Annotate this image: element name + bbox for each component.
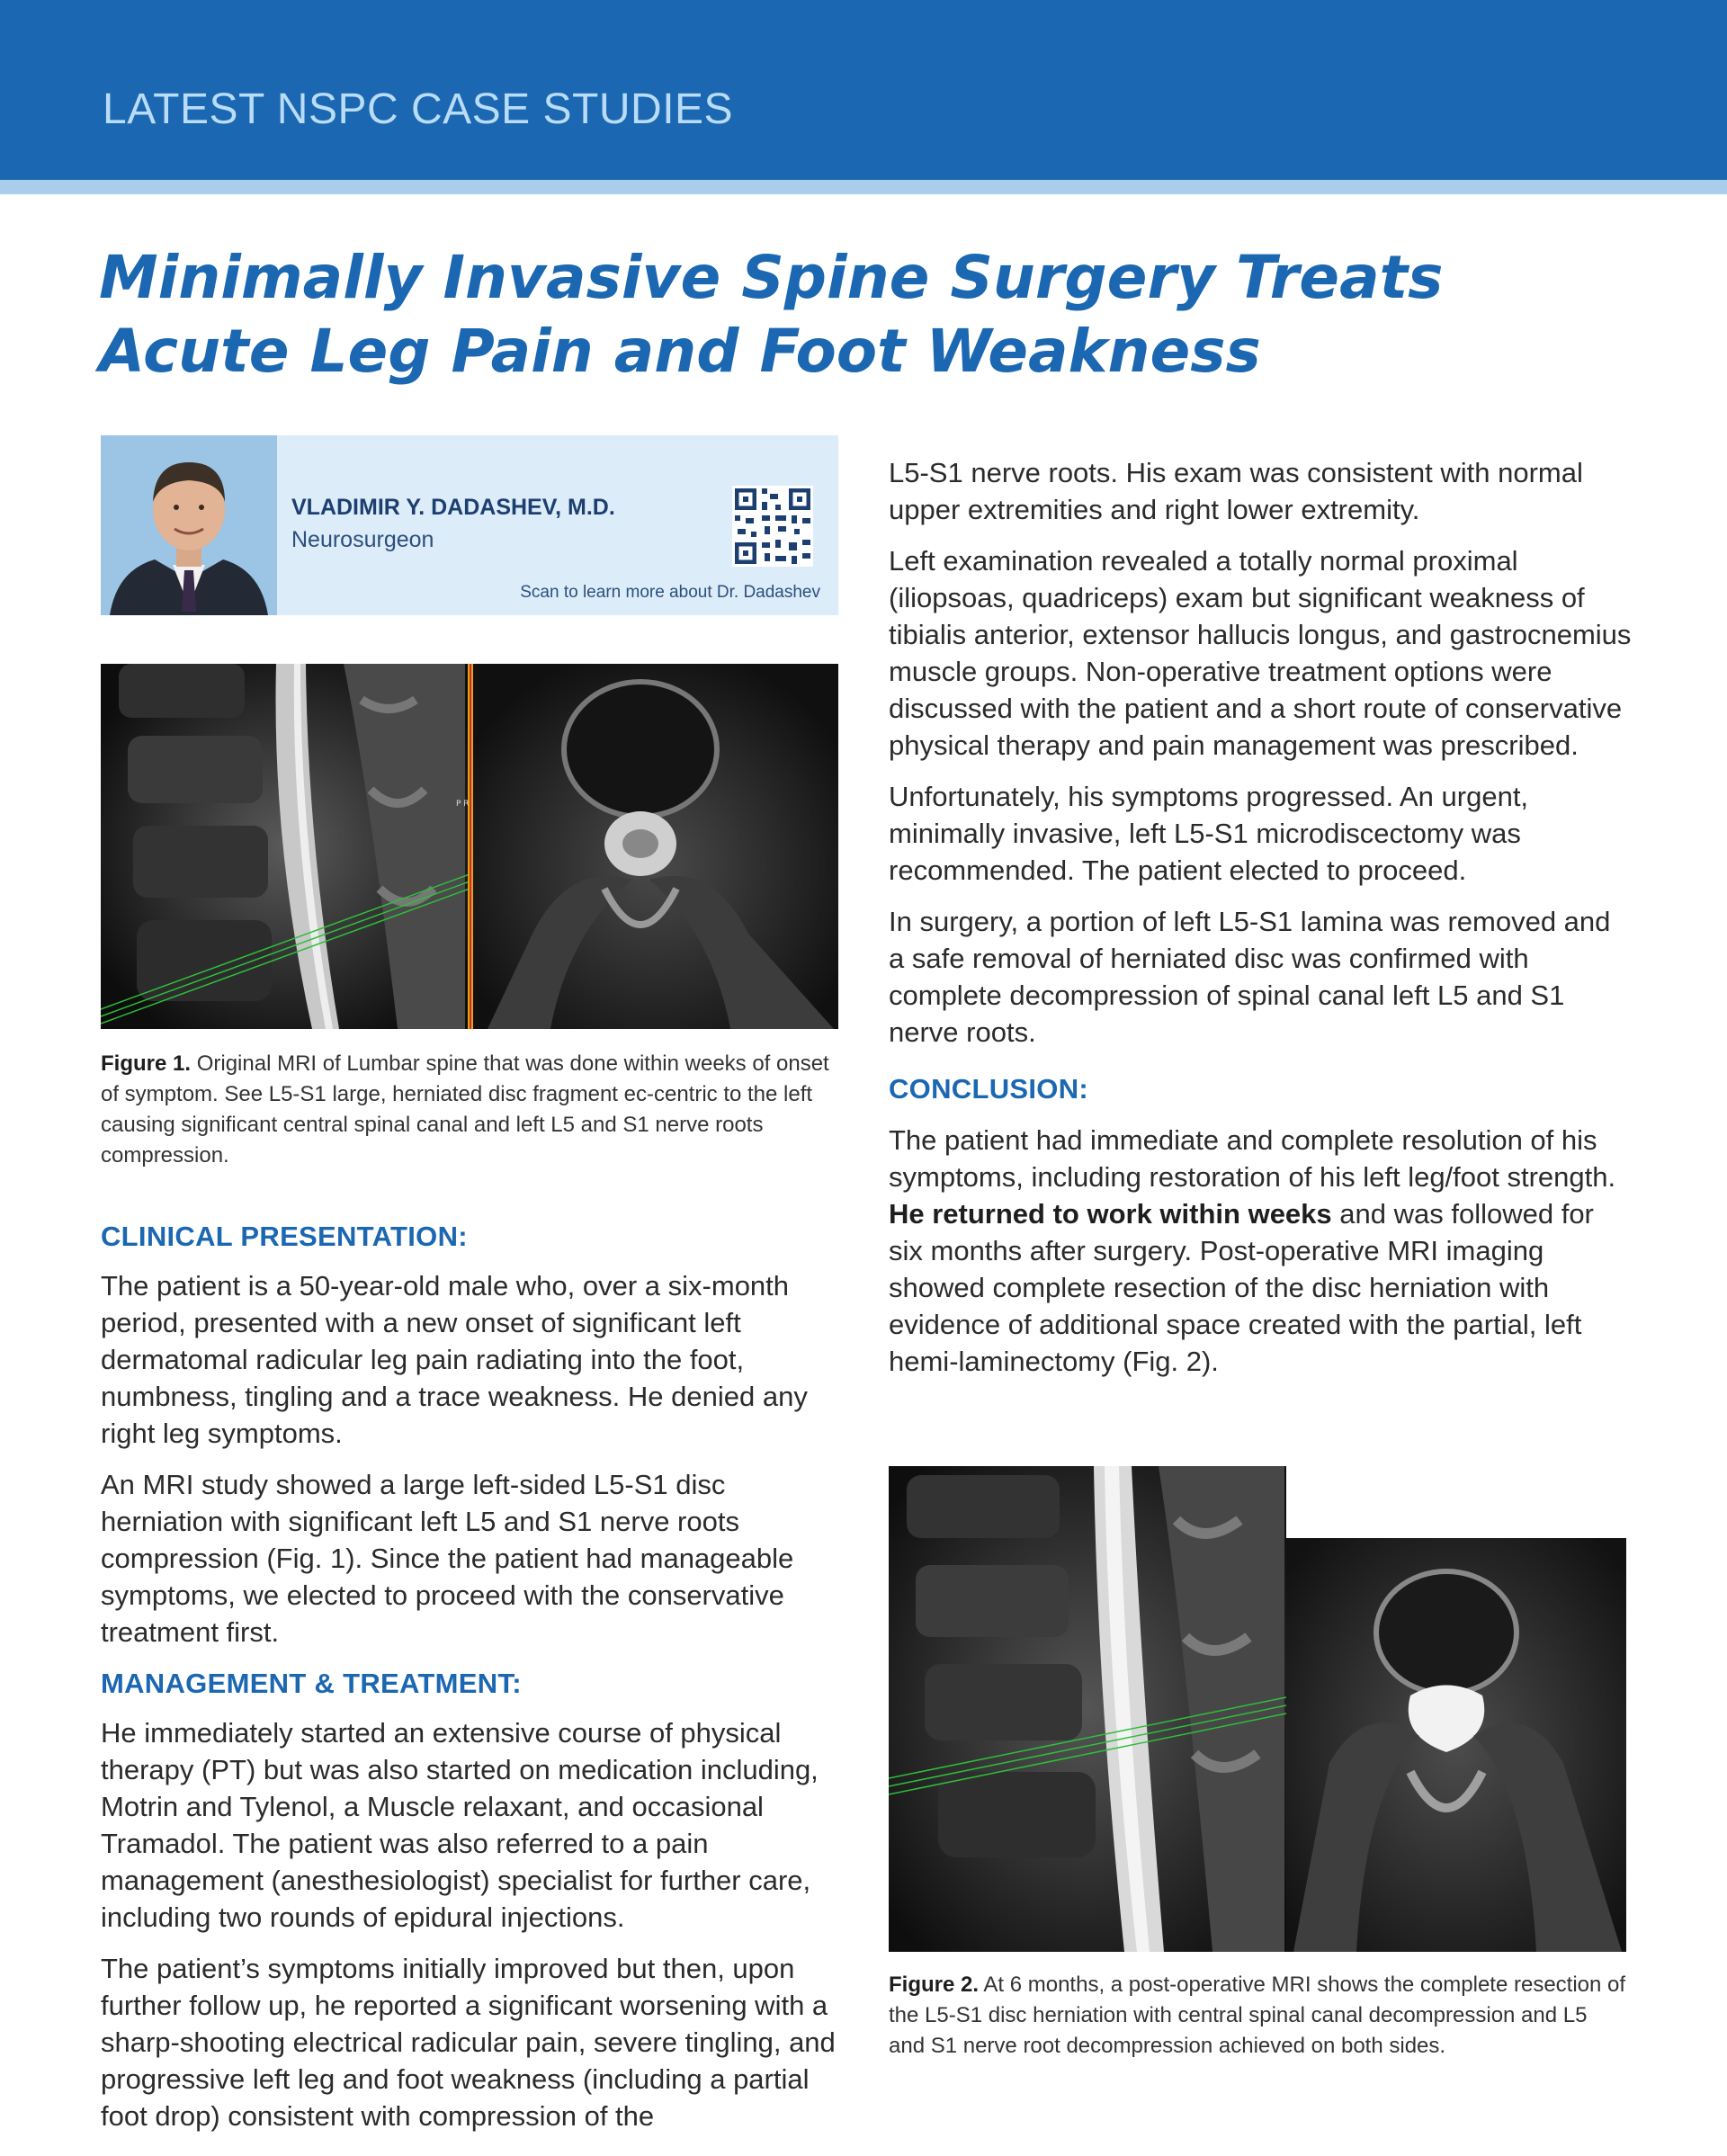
figure-2-label: Figure 2.	[889, 1973, 980, 1997]
right-paragraph-2: Left examination revealed a totally normal proximal (iliopsoas, quadriceps) exam but significant weakness of tibialis anterior, extensor hallucis longus, and gastrocnemius muscle groups. Non-operative treatment options were discussed with the patient and a short route of conservative physical therapy and pain management was prescribed.	[889, 545, 1632, 761]
management-paragraph-2: The patient’s symptoms initially improved but then, upon further follow up, he reported a significant worsening with a sharp-shooting electrical radicular pain, severe tingling, and progressive left leg and foot weakness (including a partial foot drop) consistent with compression of the	[101, 1953, 836, 2132]
right-column	[889, 454, 1633, 1394]
figure-2-text: At 6 months, a post-operative MRI shows the complete resection of the L5-S1 disc herniation with central spinal canal decompression and L5 and S1 nerve root decompression achieved on both sides.	[889, 1973, 1626, 2058]
figure-2-caption	[889, 1970, 1626, 2062]
conclusion-heading: CONCLUSION:	[889, 1073, 1089, 1105]
conclusion-text-b: and was followed for six months after surgery. Post-operative MRI imaging showed complete resection of the disc herniation with evidence of additional space created with the partial, left hemi-laminectomy (Fig. 2).	[889, 1198, 1594, 1377]
header-accent-stripe	[0, 180, 1727, 194]
article-title	[99, 241, 1673, 389]
conclusion-highlight: He returned to work within weeks	[889, 1198, 1332, 1230]
right-paragraph-1: L5-S1 nerve roots. His exam was consistent with normal upper extremities and right lower extremity.	[889, 457, 1583, 525]
right-paragraph-4: In surgery, a portion of left L5-S1 lamina was removed and a safe removal of herniated disc was confirmed with complete decompression of spinal canal left L5 and S1 nerve roots.	[889, 906, 1611, 1048]
title-line-1: Minimally Invasive Spine Surgery Treats	[99, 243, 1444, 312]
title-line-2: Acute Leg Pain and Foot Weakness	[99, 317, 1261, 386]
header-banner	[0, 0, 1727, 180]
qr-caption: Scan to learn more about Dr. Dadashev	[520, 583, 820, 602]
conclusion-text-a: The patient had immediate and complete resolution of his symptoms, including restoration of his left leg/foot strength.	[889, 1124, 1616, 1193]
author-photo	[101, 435, 277, 615]
management-heading: MANAGEMENT & TREATMENT:	[101, 1668, 522, 1699]
slice-marker: P R	[456, 800, 470, 809]
author-role: Neurosurgeon	[291, 527, 434, 552]
left-column	[101, 1218, 844, 2149]
author-name: VLADIMIR Y. DADASHEV, M.D.	[291, 495, 615, 520]
clinical-paragraph-1: The patient is a 50-year-old male who, over a six-month period, presented with a new onset of significant left dermatomal radicular leg pain radiating into the foot, numbness, tingling and a trace weakness. He denied any right leg symptoms.	[101, 1270, 808, 1449]
conclusion-paragraph	[889, 1122, 1633, 1380]
figure-1-caption	[101, 1049, 840, 1171]
figure-1-text: Original MRI of Lumbar spine that was done within weeks of onset of symptom. See L5-S1 large, herniated disc fragment ec-centric to the left causing significant central spinal canal and left L5 and S1 nerve roots compression.	[101, 1051, 829, 1167]
qr-code-icon[interactable]	[732, 486, 813, 567]
figure-1-mri	[101, 664, 838, 1029]
clinical-paragraph-2: An MRI study showed a large left-sided L5-S1 disc herniation with significant left L5 and S1 nerve roots compression (Fig. 1). Since the patient had manageable symptoms, we elected to proceed with the conservative treatment first.	[101, 1469, 794, 1648]
figure-1-label: Figure 1.	[101, 1051, 192, 1076]
section-kicker: LATEST NSPC CASE STUDIES	[103, 85, 734, 133]
author-card	[101, 435, 838, 615]
clinical-presentation-heading: CLINICAL PRESENTATION:	[101, 1221, 468, 1252]
figure-2-mri	[889, 1466, 1626, 1952]
management-paragraph-1: He immediately started an extensive course of physical therapy (PT) but was also started on medication including, Motrin and Tylenol, a Muscle relaxant, and occasional Tramadol. The patient was also referred to a pain management (anesthesiologist) specialist for further care, including two rounds of epidural injections.	[101, 1717, 819, 1933]
right-paragraph-3: Unfortunately, his symptoms progressed. An urgent, minimally invasive, left L5-S1 microdiscectomy was recommended. The patient elected to proceed.	[889, 781, 1529, 886]
